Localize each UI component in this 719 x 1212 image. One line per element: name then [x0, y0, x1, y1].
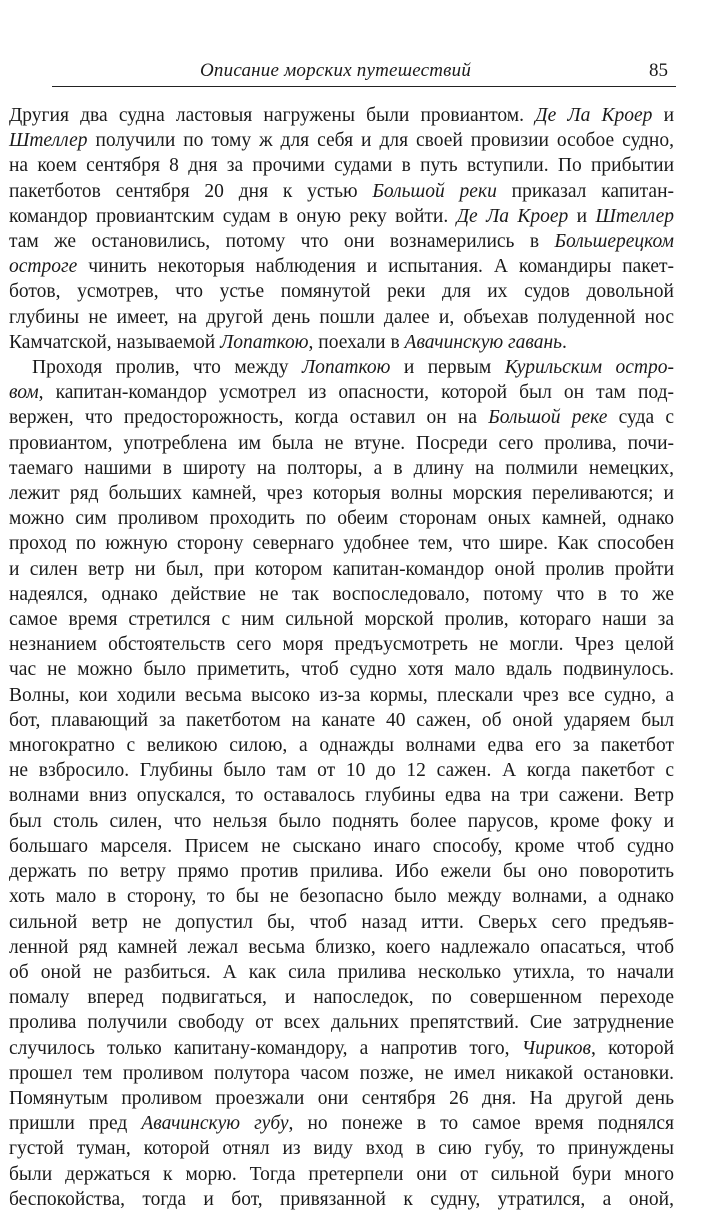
text-run: ботов, усмотрев, что устье помянутой реки для их судов довольной [9, 281, 674, 303]
text-line [9, 557, 674, 582]
text-line [9, 935, 674, 960]
italic-name: вом [9, 382, 39, 404]
text-run: волнами вниз опускался, то оставалось глубины едва на три сажени. Ветр [9, 785, 674, 807]
text-run: Камчатской, называемой [9, 331, 221, 353]
italic-name: Де Ла Кроер [456, 205, 569, 227]
text-line [9, 683, 674, 708]
text-run: сильной ветр не допустил бы, чтоб назад итти. Сверьх сего предъяв- [9, 911, 674, 933]
text-line [9, 305, 674, 330]
text-run: таемаго нашими в широту на полторы, а в длину на полмили немецких, [9, 457, 674, 479]
text-run: прошел тем проливом полутора часом позже, не имел никакой остановки. [9, 1062, 674, 1084]
text-line [9, 1187, 674, 1212]
text-run: и силен ветр ни был, при котором капитан-командор оной пролив пройти [9, 558, 674, 580]
text-line [9, 607, 674, 632]
text-run: Помянутым проливом проезжали они сентября 26 дня. На другой день [9, 1087, 674, 1109]
text-run: , поехали в [308, 331, 405, 353]
page-number: 85 [649, 60, 668, 81]
text-run: на коем сентября 8 дня за прочими судами в путь вступили. По прибытии [9, 155, 674, 177]
text-line [9, 1136, 674, 1161]
text-run: держать по ветру прямо против прилива. Ибо ежели бы оно поворотить [9, 861, 674, 883]
text-run: приказал капитан- [496, 180, 674, 202]
text-line [9, 481, 674, 506]
text-run: , которой [591, 1037, 674, 1059]
text-line [9, 103, 674, 128]
text-run: и первым [390, 357, 505, 379]
text-line [9, 809, 674, 834]
text-run: вержен, что предосторожность, когда оставил он на [9, 407, 489, 429]
text-run: командор провиантским судам в оную реку войти. [9, 205, 457, 227]
text-run: пролива получили свободу от всех дальних препятствий. Сие затруднение [9, 1012, 674, 1034]
text-line [9, 960, 674, 985]
text-run: провиантом, употреблена им была не втуне. Посреди сего пролива, почи- [9, 432, 674, 454]
italic-name: Де Ла Кроер [535, 105, 653, 126]
text-line [9, 582, 674, 607]
text-line [9, 708, 674, 733]
text-line [9, 657, 674, 682]
italic-name: Большой реке [488, 407, 608, 429]
text-run: ленной ряд камней лежал весьма близко, коего надлежало опасаться, чтоб [9, 936, 674, 958]
text-run: Волны, кои ходили весьма высоко из-за кормы, плескали чрез все судно, а [9, 684, 674, 706]
text-run: проход по южную сторону севернаго удобнее тем, что шире. Как способен [9, 533, 674, 555]
text-run: большаго марселя. Присем не сыскано инаго способу, кроме чтоб судно [9, 835, 674, 857]
text-line [9, 179, 674, 204]
text-line [9, 859, 674, 884]
text-line [9, 204, 674, 229]
text-line [9, 380, 674, 405]
text-line [9, 506, 674, 531]
text-run: . [562, 331, 567, 353]
italic-name: Курильским остро- [504, 357, 674, 379]
text-run: был столь силен, что нельзя было поднять более парусов, кроме фоку и [9, 810, 674, 832]
text-line [9, 632, 674, 657]
text-line [9, 1111, 674, 1136]
text-run: глубины не имеет, на другой день пошли далее и, объехав полуденной нос [9, 306, 674, 328]
text-run: получили по тому ж для себя и для своей провизии особое судно, [87, 130, 674, 152]
italic-name: Большерецком [554, 231, 674, 253]
text-run: и [652, 105, 674, 126]
italic-name: Авачинскую губу [141, 1113, 289, 1135]
text-run: чинить некоторыя наблюдения и испытания. А командиры пакет- [77, 256, 674, 278]
text-line [9, 884, 674, 909]
text-line [9, 254, 674, 279]
text-run: многократно с великою силою, а однажды волнами едва его за пакетбот [9, 735, 674, 757]
text-run: незнанием обстоятельств сего моря предъусмотреть не могли. Чрез целой [9, 634, 674, 656]
text-line [9, 1061, 674, 1086]
text-run: , капитан-командор усмотрел из опасности, которой был он там под- [38, 382, 674, 404]
text-run: суда с [607, 407, 674, 429]
text-run: и [568, 205, 596, 227]
text-line [9, 910, 674, 935]
text-run: были держаться к морю. Тогда претерпели они от сильной бури много [9, 1163, 674, 1185]
text-line [9, 1036, 674, 1061]
text-line [9, 431, 674, 456]
text-line [9, 758, 674, 783]
text-line [9, 330, 674, 355]
text-run: бот, плавающий за пакетботом на канате 40 сажен, об оной ударяем был [9, 709, 674, 731]
text-run: густой туман, которой отнял из виду вход в сию губу, то принуждены [9, 1138, 674, 1160]
text-run: лежит ряд больших камней, чрез которыя волны морския переливаются; и [9, 483, 674, 505]
text-line [9, 1010, 674, 1035]
text-line [9, 456, 674, 481]
text-run: Проходя пролив, что между [32, 357, 302, 379]
italic-name: Лопаткою [301, 357, 391, 379]
text-run: надеялся, однако действие не так воспоследовало, потому что в то же [9, 583, 674, 605]
text-run: можно сим проливом проходить по обеим сторонам оных камней, однако [9, 508, 674, 530]
italic-name: остроге [9, 256, 78, 278]
text-run: Другия два судна ластовыя нагружены были провиантом. [9, 105, 536, 126]
text-line [9, 733, 674, 758]
text-run: , но понеже в то самое время поднялся [288, 1113, 674, 1135]
italic-name: Большой реки [372, 180, 497, 202]
running-title: Описание морских путешествий [200, 60, 472, 81]
text-line [9, 229, 674, 254]
italic-name: Авачинскую гавань [404, 331, 563, 353]
text-run: пакетботов сентября 20 дня к устью [9, 180, 373, 202]
text-line [9, 1162, 674, 1187]
text-run: случилось только капитану-командору, а напротив того, [9, 1037, 522, 1059]
text-run: об оной не разбиться. А как сила прилива несколько утихла, то начали [9, 961, 674, 983]
text-run: не взбросило. Глубины было там от 10 до 12 сажен. А когда пакетбот с [9, 760, 674, 782]
italic-name: Штеллер [595, 205, 675, 227]
text-line [9, 153, 674, 178]
text-line [9, 405, 674, 430]
text-line [9, 355, 674, 380]
italic-name: Чириков [521, 1037, 591, 1059]
text-run: пришли пред [9, 1113, 142, 1135]
text-run: час не можно было приметить, чтоб судно хотя мало вдаль подвинулось. [9, 659, 674, 681]
text-line [9, 531, 674, 556]
text-line [9, 279, 674, 304]
text-run: там же остановились, потому что они вознамерились в [9, 231, 555, 253]
text-run: самое время стретился с ним сильной морской пролив, котораго наши за [9, 609, 674, 631]
text-run: беспокойства, тогда и бот, привязанной к судну, утратился, а оной, [9, 1188, 674, 1210]
italic-name: Штеллер [9, 130, 88, 152]
italic-name: Лопаткою [220, 331, 309, 353]
body-text [9, 103, 674, 1212]
text-line [9, 128, 674, 153]
text-line [9, 783, 674, 808]
text-run: хоть мало в сторону, то бы не безопасно было между волнами, а однако [9, 886, 674, 908]
running-header [52, 58, 676, 87]
text-run: помалу вперед подвигаться, и напоследок, по совершенном переходе [9, 987, 674, 1009]
text-line [9, 1086, 674, 1111]
text-line [9, 834, 674, 859]
text-line [9, 985, 674, 1010]
